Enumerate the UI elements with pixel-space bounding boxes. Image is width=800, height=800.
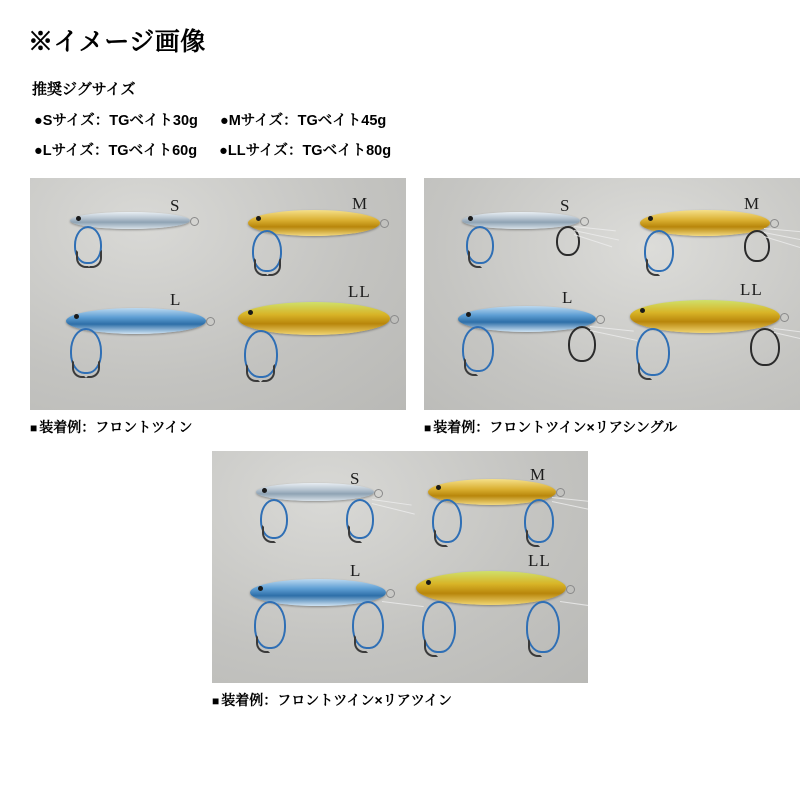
panel-front-twin (30, 178, 406, 437)
label-ll: LL (740, 280, 763, 299)
size-line-1 (34, 109, 776, 130)
caption-text: 装着例：フロントツイン×リアツイン (221, 692, 453, 708)
section-title: 推奨ジグサイズ (32, 81, 136, 98)
size-line-2 (34, 139, 776, 160)
photo-front-twin-rear-single (424, 178, 800, 410)
label-l: L (562, 288, 574, 307)
recommended-size-list (34, 109, 776, 160)
caption-front-twin (30, 417, 406, 437)
label-m: M (352, 194, 369, 213)
label-l: L (170, 290, 182, 309)
label-m: M (530, 465, 547, 484)
panel-row-top (30, 178, 776, 437)
caption-bullet-icon: ■ (212, 694, 220, 708)
caption-front-twin-rear-single (424, 417, 800, 437)
panel-front-twin-rear-single (424, 178, 800, 437)
label-ll: LL (528, 551, 551, 570)
label-s: S (170, 196, 181, 215)
page-title: ※イメージ画像 (28, 28, 206, 56)
panel-front-twin-rear-twin (212, 451, 588, 710)
label-l: L (350, 561, 362, 580)
caption-text: 装着例：フロントツイン×リアシングル (433, 419, 678, 435)
label-s: S (560, 196, 571, 215)
size-item-s: ●Sサイズ：TGベイト30g (34, 113, 198, 129)
photo-front-twin (30, 178, 406, 410)
size-item-m: ●Mサイズ：TGベイト45g (219, 113, 387, 129)
caption-bullet-icon: ■ (30, 421, 38, 435)
label-ll: LL (348, 282, 371, 301)
size-item-l: ●Lサイズ：TGベイト60g (34, 143, 198, 159)
label-m: M (744, 194, 761, 213)
caption-text: 装着例：フロントツイン (39, 419, 193, 435)
caption-front-twin-rear-twin (212, 690, 588, 710)
caption-bullet-icon: ■ (424, 421, 432, 435)
size-item-ll: ●LLサイズ：TGベイト80g (219, 143, 392, 159)
label-s: S (350, 469, 361, 488)
photo-front-twin-rear-twin (212, 451, 588, 683)
